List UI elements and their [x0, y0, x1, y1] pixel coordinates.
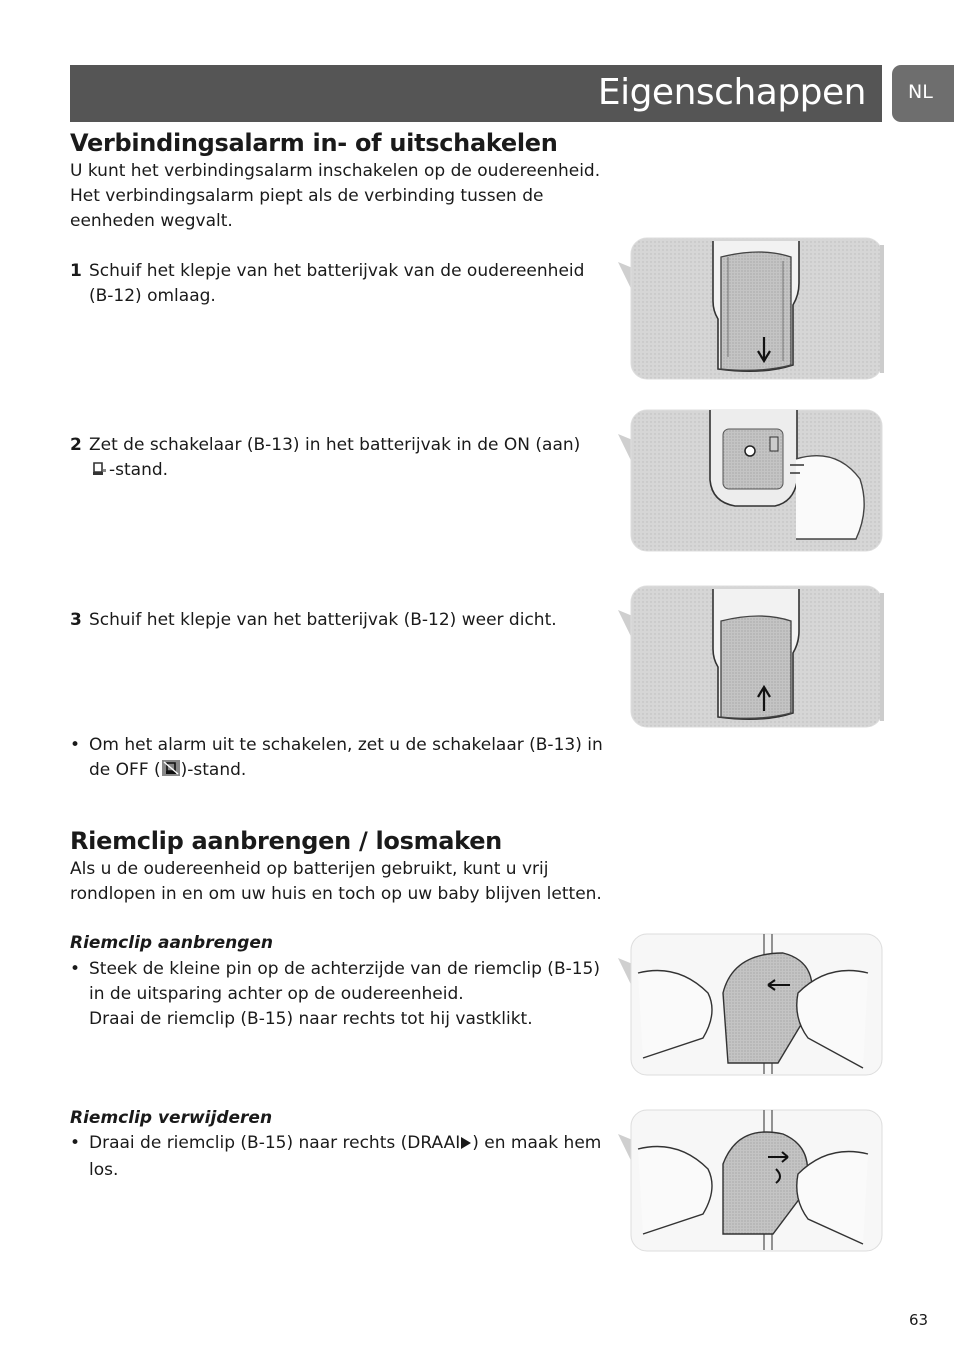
language-tab — [892, 65, 954, 122]
instruction-text: Draai de riemclip (B-15) naar rechts (DRAAI — [89, 1133, 461, 1153]
battery-cover-down-illustration — [618, 237, 884, 381]
step-number: 3 — [70, 610, 82, 630]
page-number: 63 — [909, 1311, 929, 1329]
play-triangle-icon — [460, 1133, 472, 1158]
subheading-attach: Riemclip aanbrengen — [70, 933, 274, 953]
step-number: 1 — [70, 261, 82, 281]
subheading-remove: Riemclip verwijderen — [70, 1108, 273, 1128]
alarm-on-icon — [89, 460, 109, 485]
switch-on-illustration — [618, 409, 884, 553]
instruction-text: los. — [89, 1160, 119, 1180]
instruction-text: Steek de kleine pin op de achterzijde van de riemclip (B-15) — [89, 959, 601, 979]
note-text: )-stand. — [180, 760, 247, 780]
alarm-off-icon — [161, 759, 181, 785]
section-heading-belt-clip: Riemclip aanbrengen / losmaken — [70, 827, 502, 855]
intro-line: rondlopen in en om uw huis en toch op uw baby blijven letten. — [70, 884, 602, 904]
bullet: • — [70, 1133, 81, 1153]
step-2 — [70, 433, 606, 485]
attach-instructions — [70, 957, 606, 1032]
note-text: de OFF ( — [89, 760, 161, 780]
belt-clip-remove-illustration — [618, 1109, 884, 1253]
page-title: Eigenschappen — [597, 72, 866, 113]
intro-line: Het verbindingsalarm piept als de verbinding tussen de — [70, 186, 544, 206]
step-3 — [70, 608, 606, 633]
step-text: Schuif het klepje van het batterijvak van de oudereenheid — [89, 261, 585, 281]
step-text: -stand. — [109, 460, 169, 480]
bullet: • — [70, 735, 81, 755]
language-label: NL — [908, 81, 933, 103]
note-text: Om het alarm uit te schakelen, zet u de schakelaar (B-13) in — [89, 735, 603, 755]
step-text: Schuif het klepje van het batterijvak (B-12) weer dicht. — [89, 610, 557, 630]
step-1 — [70, 259, 606, 309]
intro-line: eenheden wegvalt. — [70, 211, 233, 231]
instruction-text: ) en maak hem — [472, 1133, 602, 1153]
step-text: (B-12) omlaag. — [89, 286, 216, 306]
instruction-text: Draai de riemclip (B-15) naar rechts tot hij vastklikt. — [89, 1009, 533, 1029]
instruction-text: in de uitsparing achter op de oudereenheid. — [89, 984, 464, 1004]
header-bar — [70, 65, 882, 122]
intro-line: U kunt het verbindingsalarm inschakelen op de oudereenheid. — [70, 161, 601, 181]
belt-clip-attach-illustration — [618, 933, 884, 1077]
step-text: Zet de schakelaar (B-13) in het batterijvak in de ON (aan) — [89, 435, 581, 455]
bullet: • — [70, 959, 81, 979]
remove-instructions — [70, 1131, 606, 1183]
battery-cover-close-illustration — [618, 585, 884, 729]
section-heading-connection-alarm: Verbindingsalarm in- of uitschakelen — [70, 129, 558, 157]
step-number: 2 — [70, 435, 82, 455]
off-note — [70, 733, 606, 785]
intro-line: Als u de oudereenheid op batterijen gebruikt, kunt u vrij — [70, 859, 549, 879]
